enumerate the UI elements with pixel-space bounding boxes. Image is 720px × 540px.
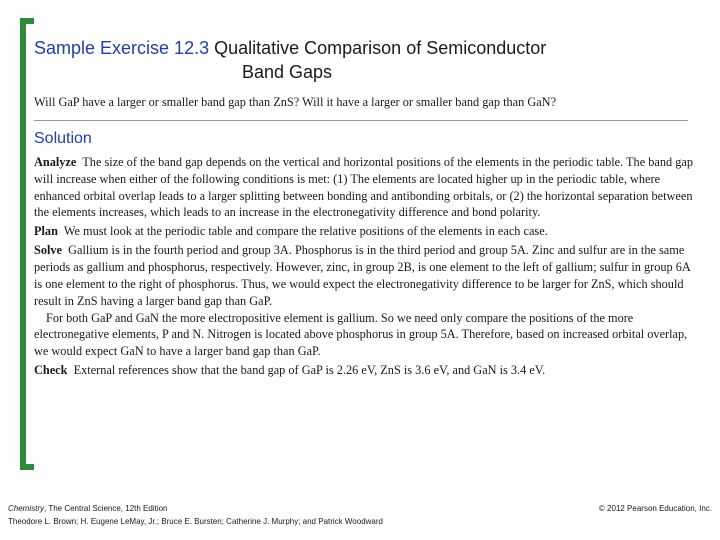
- plan-paragraph: [34, 223, 694, 240]
- green-bracket-line: [20, 18, 26, 470]
- divider: [34, 120, 688, 121]
- solve-paragraph-2: For both GaP and GaN the more electropositive element is gallium. So we need only compare the positions of the more electronegative elements, P and N. Nitrogen is located above phosphorus in group 5A. Therefore, based on increased orbital overlap, we would expect GaN to have a larger band gap than GaP.: [34, 310, 688, 359]
- solution-heading: Solution: [34, 130, 92, 147]
- analyze-label: Analyze: [34, 155, 77, 169]
- footer-copyright: © 2012 Pearson Education, Inc.: [598, 504, 712, 513]
- analyze-paragraph: [34, 154, 694, 221]
- footer-book-line: [8, 502, 383, 515]
- green-bracket-top: [20, 18, 34, 24]
- footer-edition: , 12th Edition: [120, 504, 168, 513]
- analyze-text: The size of the band gap depends on the vertical and horizontal positions of the elements in the periodic table. The band gap will increase when either of the following conditions is met: (1) The elements are located higher up in the periodic table, where enhanced orbital overlap leads to a larger splitting between bonding and antibonding orbitals, or (2) the horizontal separation between the elements increases, which leads to an increase in the electronegativity difference and bond polarity.: [34, 155, 693, 220]
- footer-authors: Theodore L. Brown; H. Eugene LeMay, Jr.; Bruce E. Bursten; Catherine J. Murphy; and Patrick Woodward: [8, 517, 383, 526]
- title-text-line1: Qualitative Comparison of Semiconductor: [214, 38, 547, 58]
- footer-book-subtitle: , The Central Science: [44, 504, 121, 513]
- plan-text: We must look at the periodic table and compare the relative positions of the elements in each case.: [63, 224, 548, 239]
- footer-book-title: Chemistry: [8, 504, 45, 513]
- solution-body: [34, 154, 694, 379]
- green-bracket-bottom: [20, 464, 34, 470]
- solve-paragraph: [34, 242, 694, 309]
- check-paragraph: [34, 362, 694, 379]
- check-label: Check: [34, 363, 68, 378]
- check-text: External references show that the band gap of GaP is 2.26 eV, ZnS is 3.6 eV, and GaN is 3.4 eV.: [73, 363, 546, 378]
- question-text: Will GaP have a larger or smaller band gap than ZnS? Will it have a larger or smaller band gap than GaN?: [34, 95, 557, 109]
- exercise-label: Sample Exercise 12.3: [34, 38, 210, 58]
- solve-text: Gallium is in the fourth period and group 3A. Phosphorus is in the third period and group 5A. Zinc and sulfur are in the same periods as gallium and phosphorus, respectively. However, zinc, in group 2B, is one element to the left of gallium; sulfur in group 6A is one element to the right of phosphorus. Thus, we would expect the electronegativity difference to be larger for ZnS, which should result in ZnS having a larger band gap than GaP.: [34, 243, 691, 308]
- footer-citation: [8, 502, 383, 528]
- plan-label: Plan: [34, 224, 58, 239]
- title-text-line2: Band Gaps: [242, 62, 333, 82]
- solve-label: Solve: [34, 243, 63, 258]
- page-title: [34, 36, 694, 82]
